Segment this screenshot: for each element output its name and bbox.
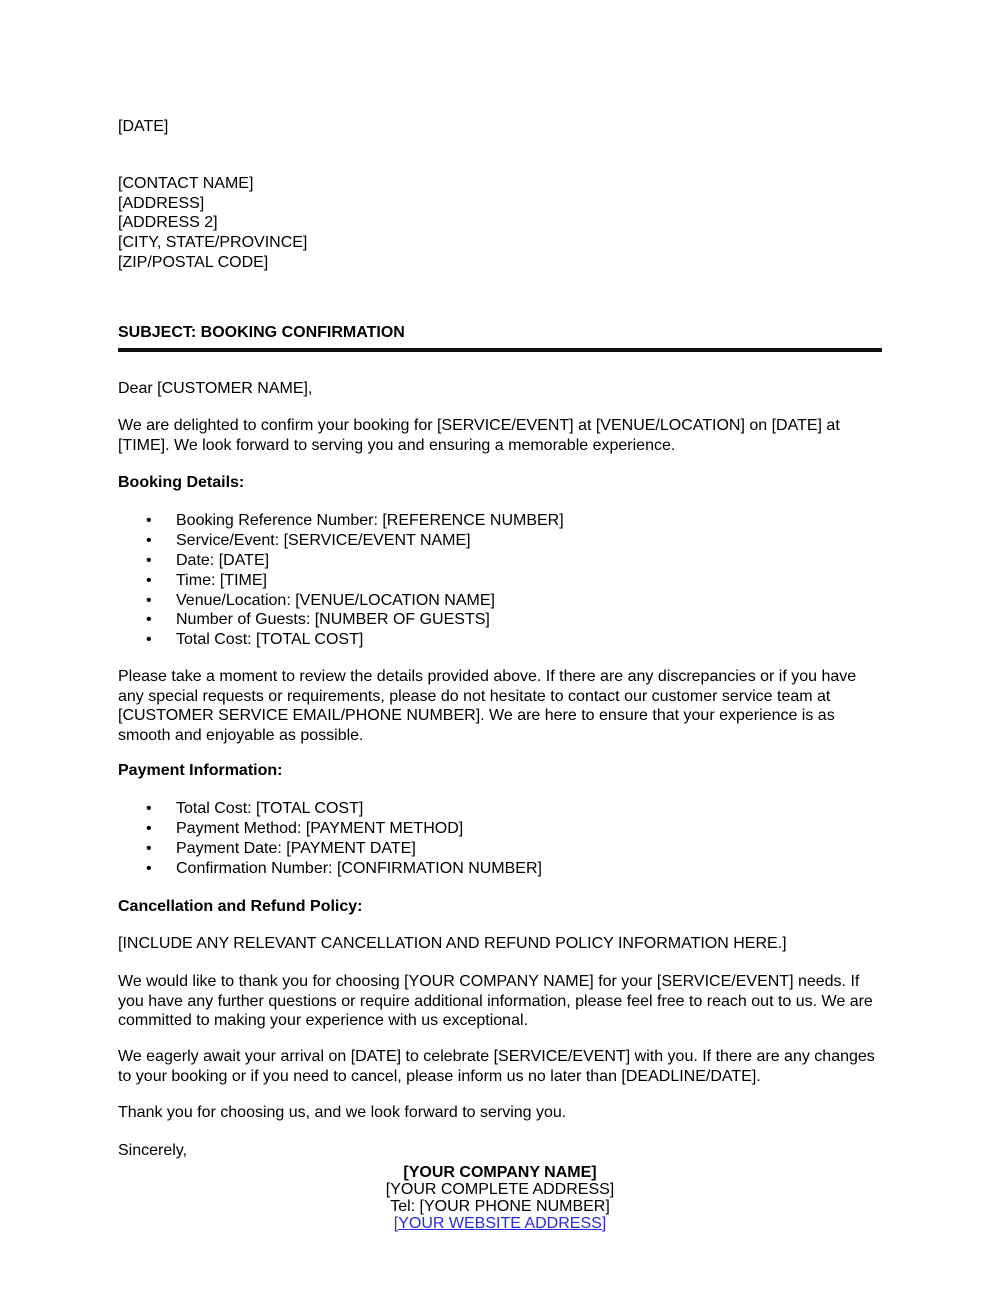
recipient-address2: [ADDRESS 2] <box>118 214 218 232</box>
list-item: • Payment Date: [PAYMENT DATE] <box>146 839 416 857</box>
booking-details-list <box>118 511 564 650</box>
payment-info-heading: Payment Information: <box>118 762 283 779</box>
subject-line: SUBJECT: BOOKING CONFIRMATION <box>118 324 405 341</box>
bullet-icon: • <box>146 859 152 877</box>
cancellation-text: [INCLUDE ANY RELEVANT CANCELLATION AND REFUND POLICY INFORMATION HERE.] <box>118 935 787 952</box>
list-item: • Payment Method: [PAYMENT METHOD] <box>146 819 464 837</box>
salutation: Dear [CUSTOMER NAME], <box>118 380 313 397</box>
bullet-icon: • <box>146 611 152 629</box>
await-paragraph: We eagerly await your arrival on [DATE] to celebrate [SERVICE/EVENT] with you. If there are any changes to your booking or if you need to cancel, please inform us no later than [DEADLINE/DATE]. <box>118 1048 875 1085</box>
bullet-icon: • <box>146 800 152 817</box>
list-item: • Time: [TIME] <box>146 571 267 589</box>
list-item: • Date: [DATE] <box>146 551 270 569</box>
bullet-icon: • <box>146 819 152 837</box>
list-item: • Confirmation Number: [CONFIRMATION NUMBER] <box>146 859 542 877</box>
payment-info-list <box>118 799 542 879</box>
recipient-city-state: [CITY, STATE/PROVINCE] <box>118 234 308 252</box>
closing-line: Thank you for choosing us, and we look forward to serving you. <box>118 1104 567 1121</box>
signature-phone: Tel: [YOUR PHONE NUMBER] <box>390 1198 610 1215</box>
bullet-icon: • <box>146 571 152 589</box>
recipient-address: [ADDRESS] <box>118 194 205 212</box>
recipient-contact-name: [CONTACT NAME] <box>118 175 254 192</box>
bullet-icon: • <box>146 512 152 529</box>
subject-divider <box>118 348 882 352</box>
thanks-paragraph: We would like to thank you for choosing [YOUR COMPANY NAME] for your [SERVICE/EVENT] needs. If you have any further questions or require additional information, please feel free to reach out to us. We are committed to making your experience with us exceptional. <box>118 973 873 1029</box>
review-paragraph: Please take a moment to review the details provided above. If there are any discrepancies or if you have any special requests or requirements, please do not hesitate to contact our customer service team at [CUSTOMER SERVICE EMAIL/PHONE NUMBER]. We are here to ensure that your experience is as smooth and enjoyable as possible. <box>118 668 857 744</box>
list-item: • Booking Reference Number: [REFERENCE NUMBER] <box>146 512 564 529</box>
recipient-block <box>118 174 307 273</box>
bullet-icon: • <box>146 631 152 649</box>
recipient-zip: [ZIP/POSTAL CODE] <box>118 253 269 271</box>
list-item: • Service/Event: [SERVICE/EVENT NAME] <box>146 531 471 549</box>
website-link[interactable]: [YOUR WEBSITE ADDRESS] <box>393 1215 607 1232</box>
list-item: • Venue/Location: [VENUE/LOCATION NAME] <box>146 591 495 609</box>
list-item: • Total Cost: [TOTAL COST] <box>146 631 364 649</box>
signature-address: [YOUR COMPLETE ADDRESS] <box>385 1181 615 1198</box>
list-item: • Total Cost: [TOTAL COST] <box>146 800 364 817</box>
bullet-icon: • <box>146 551 152 569</box>
letter-date: [DATE] <box>118 118 169 135</box>
intro-paragraph: We are delighted to confirm your booking for [SERVICE/EVENT] at [VENUE/LOCATION] on [DATE] at [TIME]. We look forward to serving you and ensuring a memorable experience. <box>118 417 840 454</box>
cancellation-heading: Cancellation and Refund Policy: <box>118 898 363 915</box>
list-item: • Number of Guests: [NUMBER OF GUESTS] <box>146 611 490 629</box>
bullet-icon: • <box>146 531 152 549</box>
signoff: Sincerely, <box>118 1142 188 1159</box>
bullet-icon: • <box>146 591 152 609</box>
signature-company-name: [YOUR COMPANY NAME] <box>403 1164 597 1181</box>
bullet-icon: • <box>146 839 152 857</box>
booking-details-heading: Booking Details: <box>118 474 245 491</box>
